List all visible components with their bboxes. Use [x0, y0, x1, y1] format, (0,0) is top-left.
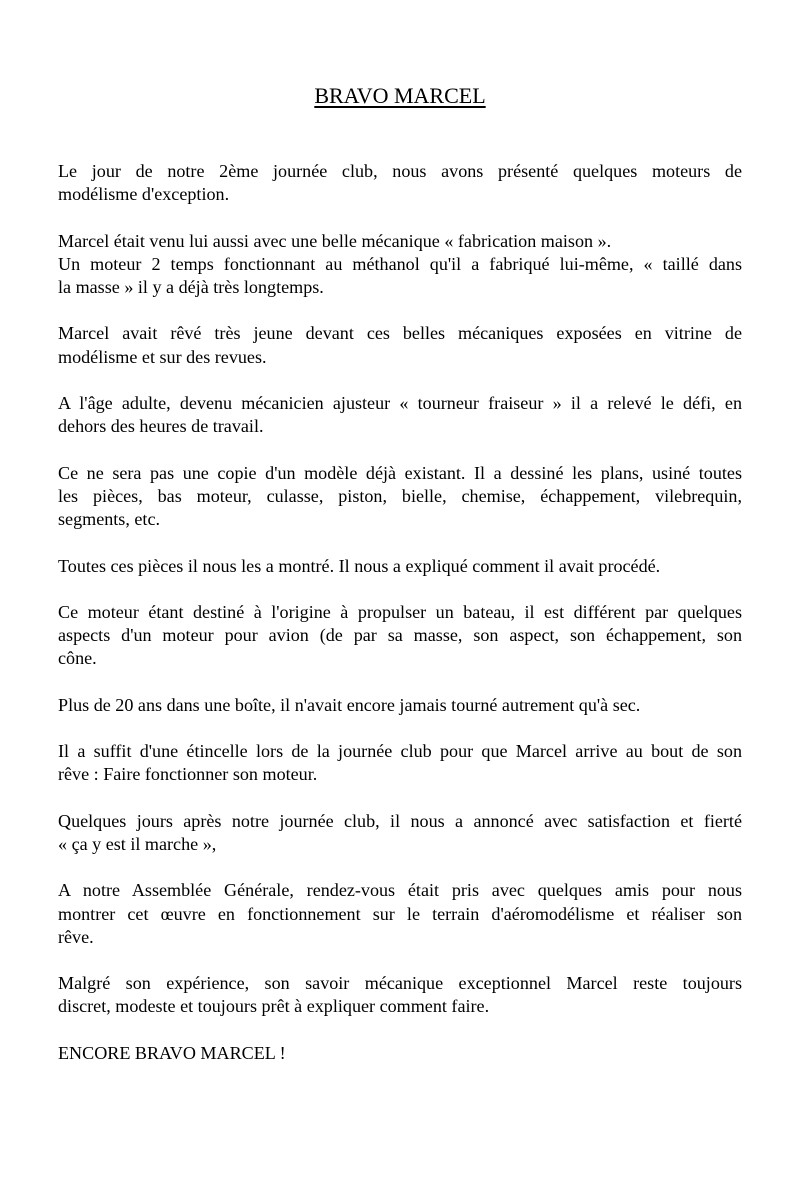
- paragraph-line: modélisme d'exception.: [58, 184, 230, 205]
- paragraph-line: rêve : Faire fonctionner son moteur.: [58, 764, 318, 785]
- paragraph-line: cône.: [58, 648, 97, 669]
- paragraph-12: [58, 972, 742, 1019]
- paragraph-5: [58, 462, 742, 532]
- document-title: BRAVO MARCEL: [314, 83, 486, 108]
- paragraph-line: Malgré son expérience, son savoir mécanique exceptionnel Marcel reste toujours: [58, 973, 742, 994]
- paragraph-9: [58, 740, 742, 787]
- paragraph-3: [58, 322, 742, 369]
- paragraph-10: [58, 810, 742, 857]
- paragraph-line: Ce moteur étant destiné à l'origine à propulser un bateau, il est différent par quelques: [58, 601, 742, 622]
- closing-line: [58, 1042, 742, 1065]
- paragraph-line: Plus de 20 ans dans une boîte, il n'avait encore jamais tourné autrement qu'à sec.: [58, 694, 641, 715]
- paragraph-line: Ce ne sera pas une copie d'un modèle déjà existant. Il a dessiné les plans, usiné toutes: [58, 462, 742, 483]
- paragraph-line: Quelques jours après notre journée club, il nous a annoncé avec satisfaction et fierté: [58, 810, 742, 831]
- paragraph-line: discret, modeste et toujours prêt à expliquer comment faire.: [58, 996, 490, 1017]
- paragraph-7: [58, 601, 742, 671]
- paragraph-1: [58, 160, 742, 207]
- paragraph-line: segments, etc.: [58, 509, 160, 530]
- paragraph-line: « ça y est il marche »,: [58, 833, 217, 854]
- paragraph-line: Un moteur 2 temps fonctionnant au méthanol qu'il a fabriqué lui-même, « taillé dans: [58, 253, 742, 274]
- paragraph-line: modélisme et sur des revues.: [58, 346, 267, 367]
- paragraph-line: montrer cet œuvre en fonctionnement sur le terrain d'aéromodélisme et réaliser son: [58, 903, 742, 924]
- paragraph-line: la masse » il y a déjà très longtemps.: [58, 277, 324, 298]
- document-page: [58, 83, 742, 1088]
- paragraph-line: Marcel était venu lui aussi avec une belle mécanique « fabrication maison ».: [58, 230, 612, 251]
- paragraph-line: Marcel avait rêvé très jeune devant ces belles mécaniques exposées en vitrine de: [58, 323, 742, 344]
- paragraph-6: [58, 555, 742, 578]
- paragraph-line: aspects d'un moteur pour avion (de par sa masse, son aspect, son échappement, son: [58, 625, 742, 646]
- paragraph-line: Le jour de notre 2ème journée club, nous avons présenté quelques moteurs de: [58, 161, 742, 181]
- paragraph-line: les pièces, bas moteur, culasse, piston, bielle, chemise, échappement, vilebrequin,: [58, 485, 742, 506]
- paragraph-8: [58, 694, 742, 717]
- paragraph-11: [58, 879, 742, 949]
- paragraph-line: ENCORE BRAVO MARCEL !: [58, 1042, 286, 1063]
- paragraph-line: A l'âge adulte, devenu mécanicien ajusteur « tourneur fraiseur » il a relevé le défi, en: [58, 393, 742, 414]
- paragraph-line: Il a suffit d'une étincelle lors de la journée club pour que Marcel arrive au bout de son: [58, 741, 742, 762]
- paragraph-line: dehors des heures de travail.: [58, 416, 264, 437]
- paragraph-line: Toutes ces pièces il nous les a montré. Il nous a expliqué comment il avait procédé.: [58, 555, 661, 576]
- paragraph-line: rêve.: [58, 926, 94, 947]
- paragraph-line: A notre Assemblée Générale, rendez-vous était pris avec quelques amis pour nous: [58, 880, 742, 901]
- paragraph-4: [58, 392, 742, 439]
- paragraph-2: [58, 230, 742, 300]
